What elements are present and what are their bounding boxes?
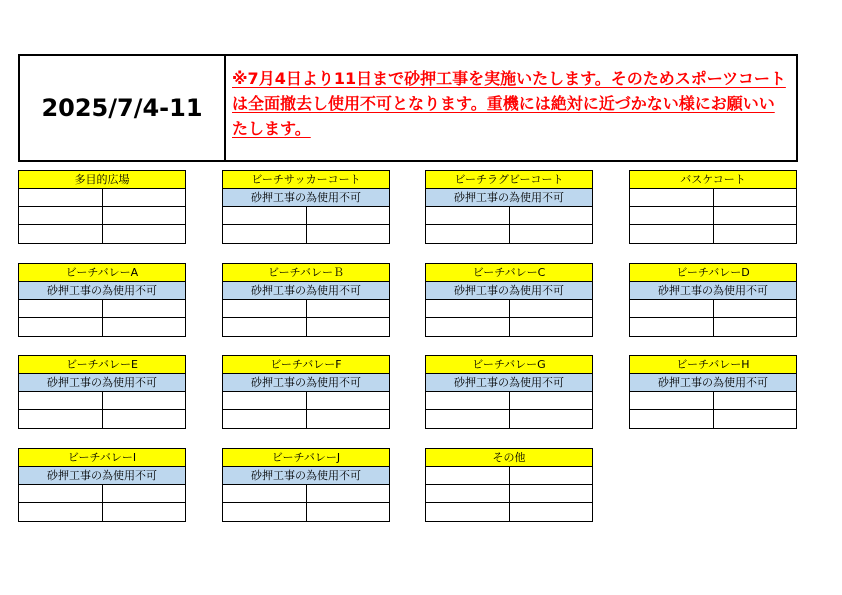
schedule-cell — [630, 207, 713, 224]
court-name: ビーチバレーH — [630, 356, 796, 374]
schedule-row — [223, 485, 389, 503]
schedule-cell — [426, 410, 509, 428]
court-name: ビーチバレーＢ — [223, 264, 389, 282]
court-name: ビーチバレーJ — [223, 449, 389, 467]
court-block — [222, 355, 390, 429]
schedule-row — [223, 225, 389, 243]
schedule-row — [630, 189, 796, 207]
schedule-cell — [426, 467, 509, 484]
court-block — [629, 263, 797, 337]
schedule-cell — [19, 189, 102, 206]
schedule-cell — [102, 485, 186, 502]
court-block — [222, 448, 390, 522]
court-block — [425, 263, 593, 337]
schedule-cell — [102, 318, 186, 336]
schedule-cell — [509, 207, 593, 224]
court-block — [425, 448, 593, 522]
schedule-cell — [306, 225, 390, 243]
schedule-row — [630, 225, 796, 243]
schedule-cell — [630, 410, 713, 428]
schedule-cell — [19, 485, 102, 502]
court-status: 砂押工事の為使用不可 — [223, 467, 389, 485]
court-status: 砂押工事の為使用不可 — [630, 374, 796, 392]
schedule-cell — [102, 225, 186, 243]
schedule-cell — [509, 485, 593, 502]
schedule-row — [426, 410, 592, 428]
schedule-row — [426, 485, 592, 503]
court-block — [425, 355, 593, 429]
schedule-cell — [426, 318, 509, 336]
schedule-cell — [306, 485, 390, 502]
schedule-cell — [509, 225, 593, 243]
schedule-cell — [306, 410, 390, 428]
schedule-cell — [102, 300, 186, 317]
court-block — [222, 263, 390, 337]
schedule-row — [426, 225, 592, 243]
schedule-row — [223, 392, 389, 410]
schedule-cell — [19, 410, 102, 428]
court-block — [629, 170, 797, 244]
schedule-cell — [630, 318, 713, 336]
court-status: 砂押工事の為使用不可 — [19, 282, 185, 300]
schedule-cell — [223, 318, 306, 336]
schedule-row — [223, 300, 389, 318]
schedule-cell — [223, 503, 306, 521]
schedule-cell — [713, 207, 797, 224]
court-name: ビーチサッカーコート — [223, 171, 389, 189]
court-name: ビーチラグビーコート — [426, 171, 592, 189]
schedule-cell — [630, 300, 713, 317]
schedule-row — [19, 485, 185, 503]
court-status: 砂押工事の為使用不可 — [426, 189, 592, 207]
schedule-row — [630, 410, 796, 428]
court-status: 砂押工事の為使用不可 — [19, 374, 185, 392]
court-status: 砂押工事の為使用不可 — [223, 189, 389, 207]
schedule-cell — [426, 225, 509, 243]
schedule-cell — [19, 300, 102, 317]
schedule-cell — [102, 189, 186, 206]
schedule-cell — [509, 300, 593, 317]
schedule-cell — [19, 225, 102, 243]
schedule-cell — [306, 300, 390, 317]
schedule-cell — [306, 392, 390, 409]
schedule-row — [19, 318, 185, 336]
schedule-cell — [426, 207, 509, 224]
construction-notice: ※7月4日より11日まで砂押工事を実施いたします。そのためスポーツコートは全面撤去し使用不可となります。重機には絶対に近づかない様にお願いいたします。 — [232, 69, 786, 138]
court-block — [18, 355, 186, 429]
court-status: 砂押工事の為使用不可 — [426, 374, 592, 392]
schedule-cell — [713, 189, 797, 206]
schedule-cell — [102, 207, 186, 224]
court-block — [629, 355, 797, 429]
schedule-row — [19, 300, 185, 318]
schedule-cell — [223, 410, 306, 428]
court-status: 砂押工事の為使用不可 — [19, 467, 185, 485]
schedule-cell — [306, 318, 390, 336]
schedule-row — [426, 467, 592, 485]
schedule-cell — [509, 318, 593, 336]
schedule-row — [223, 503, 389, 521]
schedule-cell — [223, 392, 306, 409]
schedule-row — [426, 207, 592, 225]
schedule-cell — [713, 392, 797, 409]
schedule-cell — [713, 225, 797, 243]
court-block — [222, 170, 390, 244]
schedule-cell — [630, 189, 713, 206]
schedule-row — [19, 503, 185, 521]
schedule-cell — [19, 207, 102, 224]
schedule-row — [223, 207, 389, 225]
schedule-cell — [426, 300, 509, 317]
schedule-row — [630, 300, 796, 318]
header-box — [18, 54, 798, 162]
court-name: ビーチバレーC — [426, 264, 592, 282]
schedule-cell — [19, 503, 102, 521]
schedule-cell — [713, 410, 797, 428]
schedule-cell — [630, 392, 713, 409]
schedule-cell — [223, 207, 306, 224]
court-name: その他 — [426, 449, 592, 467]
court-name: 多目的広場 — [19, 171, 185, 189]
schedule-row — [630, 207, 796, 225]
schedule-row — [426, 392, 592, 410]
schedule-cell — [509, 467, 593, 484]
court-status: 砂押工事の為使用不可 — [630, 282, 796, 300]
court-name: ビーチバレーA — [19, 264, 185, 282]
court-status: 砂押工事の為使用不可 — [223, 374, 389, 392]
schedule-cell — [306, 207, 390, 224]
schedule-cell — [102, 392, 186, 409]
schedule-cell — [713, 300, 797, 317]
schedule-cell — [426, 485, 509, 502]
schedule-row — [19, 225, 185, 243]
court-name: ビーチバレーE — [19, 356, 185, 374]
court-block — [18, 170, 186, 244]
schedule-cell — [509, 392, 593, 409]
court-name: ビーチバレーF — [223, 356, 389, 374]
schedule-row — [223, 318, 389, 336]
schedule-cell — [509, 410, 593, 428]
schedule-cell — [223, 225, 306, 243]
schedule-cell — [426, 392, 509, 409]
schedule-row — [630, 318, 796, 336]
schedule-cell — [223, 300, 306, 317]
schedule-cell — [426, 503, 509, 521]
schedule-cell — [306, 503, 390, 521]
schedule-cell — [223, 485, 306, 502]
schedule-row — [426, 503, 592, 521]
date-range: 2025/7/4-11 — [20, 56, 226, 160]
court-name: ビーチバレーG — [426, 356, 592, 374]
schedule-row — [19, 207, 185, 225]
schedule-cell — [102, 503, 186, 521]
schedule-cell — [630, 225, 713, 243]
schedule-row — [19, 189, 185, 207]
court-block — [425, 170, 593, 244]
schedule-row — [426, 300, 592, 318]
schedule-row — [630, 392, 796, 410]
schedule-cell — [19, 318, 102, 336]
court-block — [18, 263, 186, 337]
schedule-cell — [102, 410, 186, 428]
court-status: 砂押工事の為使用不可 — [426, 282, 592, 300]
schedule-cell — [713, 318, 797, 336]
schedule-row — [19, 410, 185, 428]
court-status: 砂押工事の為使用不可 — [223, 282, 389, 300]
schedule-cell — [19, 392, 102, 409]
court-name: バスケコート — [630, 171, 796, 189]
court-name: ビーチバレーD — [630, 264, 796, 282]
court-name: ビーチバレーI — [19, 449, 185, 467]
schedule-row — [426, 318, 592, 336]
schedule-cell — [509, 503, 593, 521]
schedule-row — [223, 410, 389, 428]
schedule-row — [19, 392, 185, 410]
court-block — [18, 448, 186, 522]
